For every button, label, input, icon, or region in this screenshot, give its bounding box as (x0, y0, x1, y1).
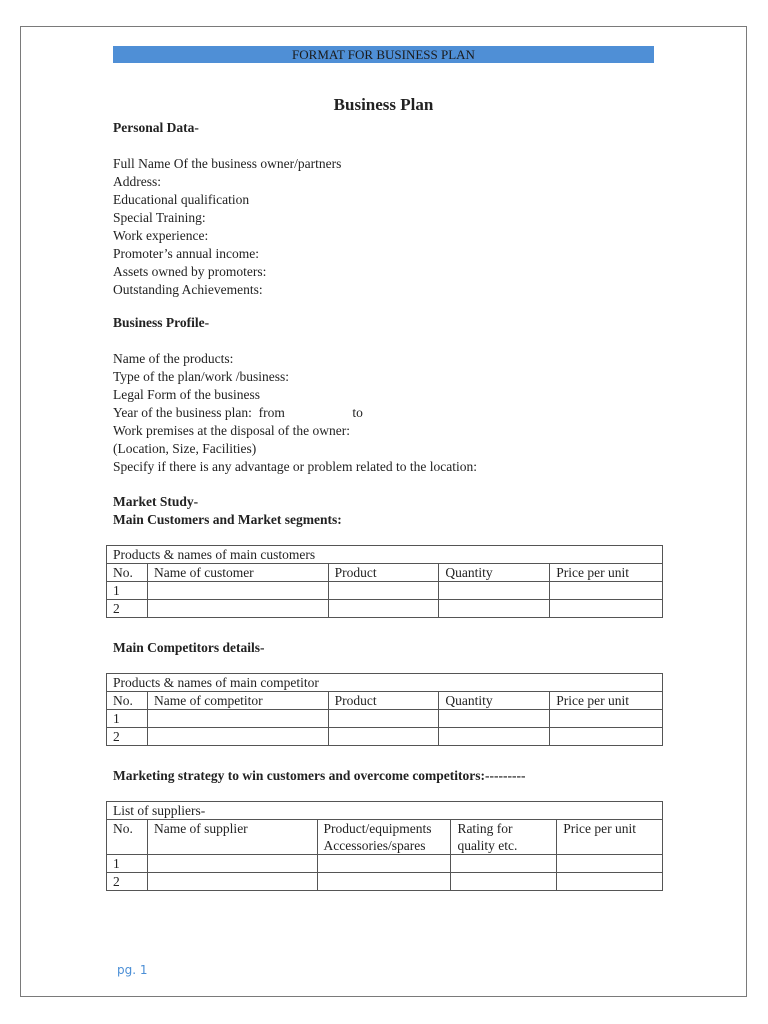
column-header-line: Rating for (457, 821, 513, 836)
column-header-line: quality etc. (457, 838, 518, 853)
document-title: Business Plan (333, 95, 434, 114)
personal-line: Work experience: (113, 228, 209, 243)
table-cell (147, 710, 328, 728)
column-header-line: Product/equipments (323, 821, 432, 836)
table-cell (557, 873, 663, 891)
table-cell (439, 710, 550, 728)
profile-line: Year of the business plan: from to (113, 405, 363, 420)
table-cell (451, 873, 557, 891)
main-competitors-heading: Main Competitors details- (113, 640, 265, 655)
personal-data-heading: Personal Data- (113, 120, 199, 135)
column-header (317, 820, 451, 855)
column-header-line: Accessories/spares (323, 838, 426, 853)
column-header: Price per unit (550, 692, 663, 710)
personal-line: Outstanding Achievements: (113, 282, 263, 297)
table-row (107, 710, 663, 728)
profile-line: Work premises at the disposal of the owner: (113, 423, 350, 438)
table-cell (451, 855, 557, 873)
table-cell (439, 582, 550, 600)
table-header-row (107, 820, 663, 855)
row-number: 1 (107, 855, 148, 873)
table-row (107, 582, 663, 600)
business-profile-section (113, 314, 477, 476)
column-header: Quantity (439, 692, 550, 710)
profile-line: Legal Form of the business (113, 387, 260, 402)
column-header: Product (328, 692, 439, 710)
competitors-table-caption: Products & names of main competitor (107, 674, 663, 692)
row-number: 2 (107, 873, 148, 891)
table-header-row (107, 564, 663, 582)
table-cell (317, 873, 451, 891)
market-study-heading: Market Study- (113, 494, 199, 509)
table-cell (147, 728, 328, 746)
table-row (107, 600, 663, 618)
table-cell (147, 600, 328, 618)
table-cell (147, 873, 317, 891)
document-page (20, 26, 747, 997)
row-number: 2 (107, 600, 148, 618)
personal-line: Assets owned by promoters: (113, 264, 267, 279)
table-cell (317, 855, 451, 873)
personal-data-section (113, 119, 341, 299)
business-profile-heading: Business Profile- (113, 315, 210, 330)
column-header: Price per unit (550, 564, 663, 582)
row-number: 1 (107, 710, 148, 728)
table-cell (328, 710, 439, 728)
table-cell (550, 710, 663, 728)
column-header (451, 820, 557, 855)
table-cell (147, 855, 317, 873)
market-study-section (113, 493, 342, 529)
row-number: 1 (107, 582, 148, 600)
suppliers-table (106, 801, 663, 891)
format-banner: FORMAT FOR BUSINESS PLAN (113, 46, 654, 63)
column-header: No. (107, 692, 148, 710)
personal-line: Special Training: (113, 210, 206, 225)
personal-line: Promoter’s annual income: (113, 246, 259, 261)
table-cell (439, 600, 550, 618)
table-cell (328, 582, 439, 600)
page-number: pg. 1 (117, 963, 148, 977)
profile-line: Specify if there is any advantage or problem related to the location: (113, 459, 477, 474)
table-cell (147, 582, 328, 600)
customers-table (106, 545, 663, 618)
personal-line: Educational qualification (113, 192, 250, 207)
row-number: 2 (107, 728, 148, 746)
table-row (107, 873, 663, 891)
customers-table-caption: Products & names of main customers (107, 546, 663, 564)
competitors-table (106, 673, 663, 746)
table-cell (328, 600, 439, 618)
column-header: No. (107, 820, 148, 855)
table-cell (439, 728, 550, 746)
suppliers-table-caption: List of suppliers- (107, 802, 663, 820)
table-header-row (107, 692, 663, 710)
column-header: Name of customer (147, 564, 328, 582)
table-cell (328, 728, 439, 746)
profile-line: Type of the plan/work /business: (113, 369, 290, 384)
table-cell (550, 728, 663, 746)
table-cell (550, 600, 663, 618)
column-header: No. (107, 564, 148, 582)
column-header: Quantity (439, 564, 550, 582)
profile-line: (Location, Size, Facilities) (113, 441, 257, 456)
table-row (107, 855, 663, 873)
profile-line: Name of the products: (113, 351, 234, 366)
table-cell (557, 855, 663, 873)
table-row (107, 728, 663, 746)
main-customers-heading: Main Customers and Market segments: (113, 512, 342, 527)
column-header: Price per unit (557, 820, 663, 855)
personal-line: Full Name Of the business owner/partners (113, 156, 342, 171)
column-header: Product (328, 564, 439, 582)
column-header: Name of supplier (147, 820, 317, 855)
personal-line: Address: (113, 174, 161, 189)
column-header: Name of competitor (147, 692, 328, 710)
marketing-strategy-heading: Marketing strategy to win customers and overcome competitors:--------- (113, 768, 526, 783)
table-cell (550, 582, 663, 600)
